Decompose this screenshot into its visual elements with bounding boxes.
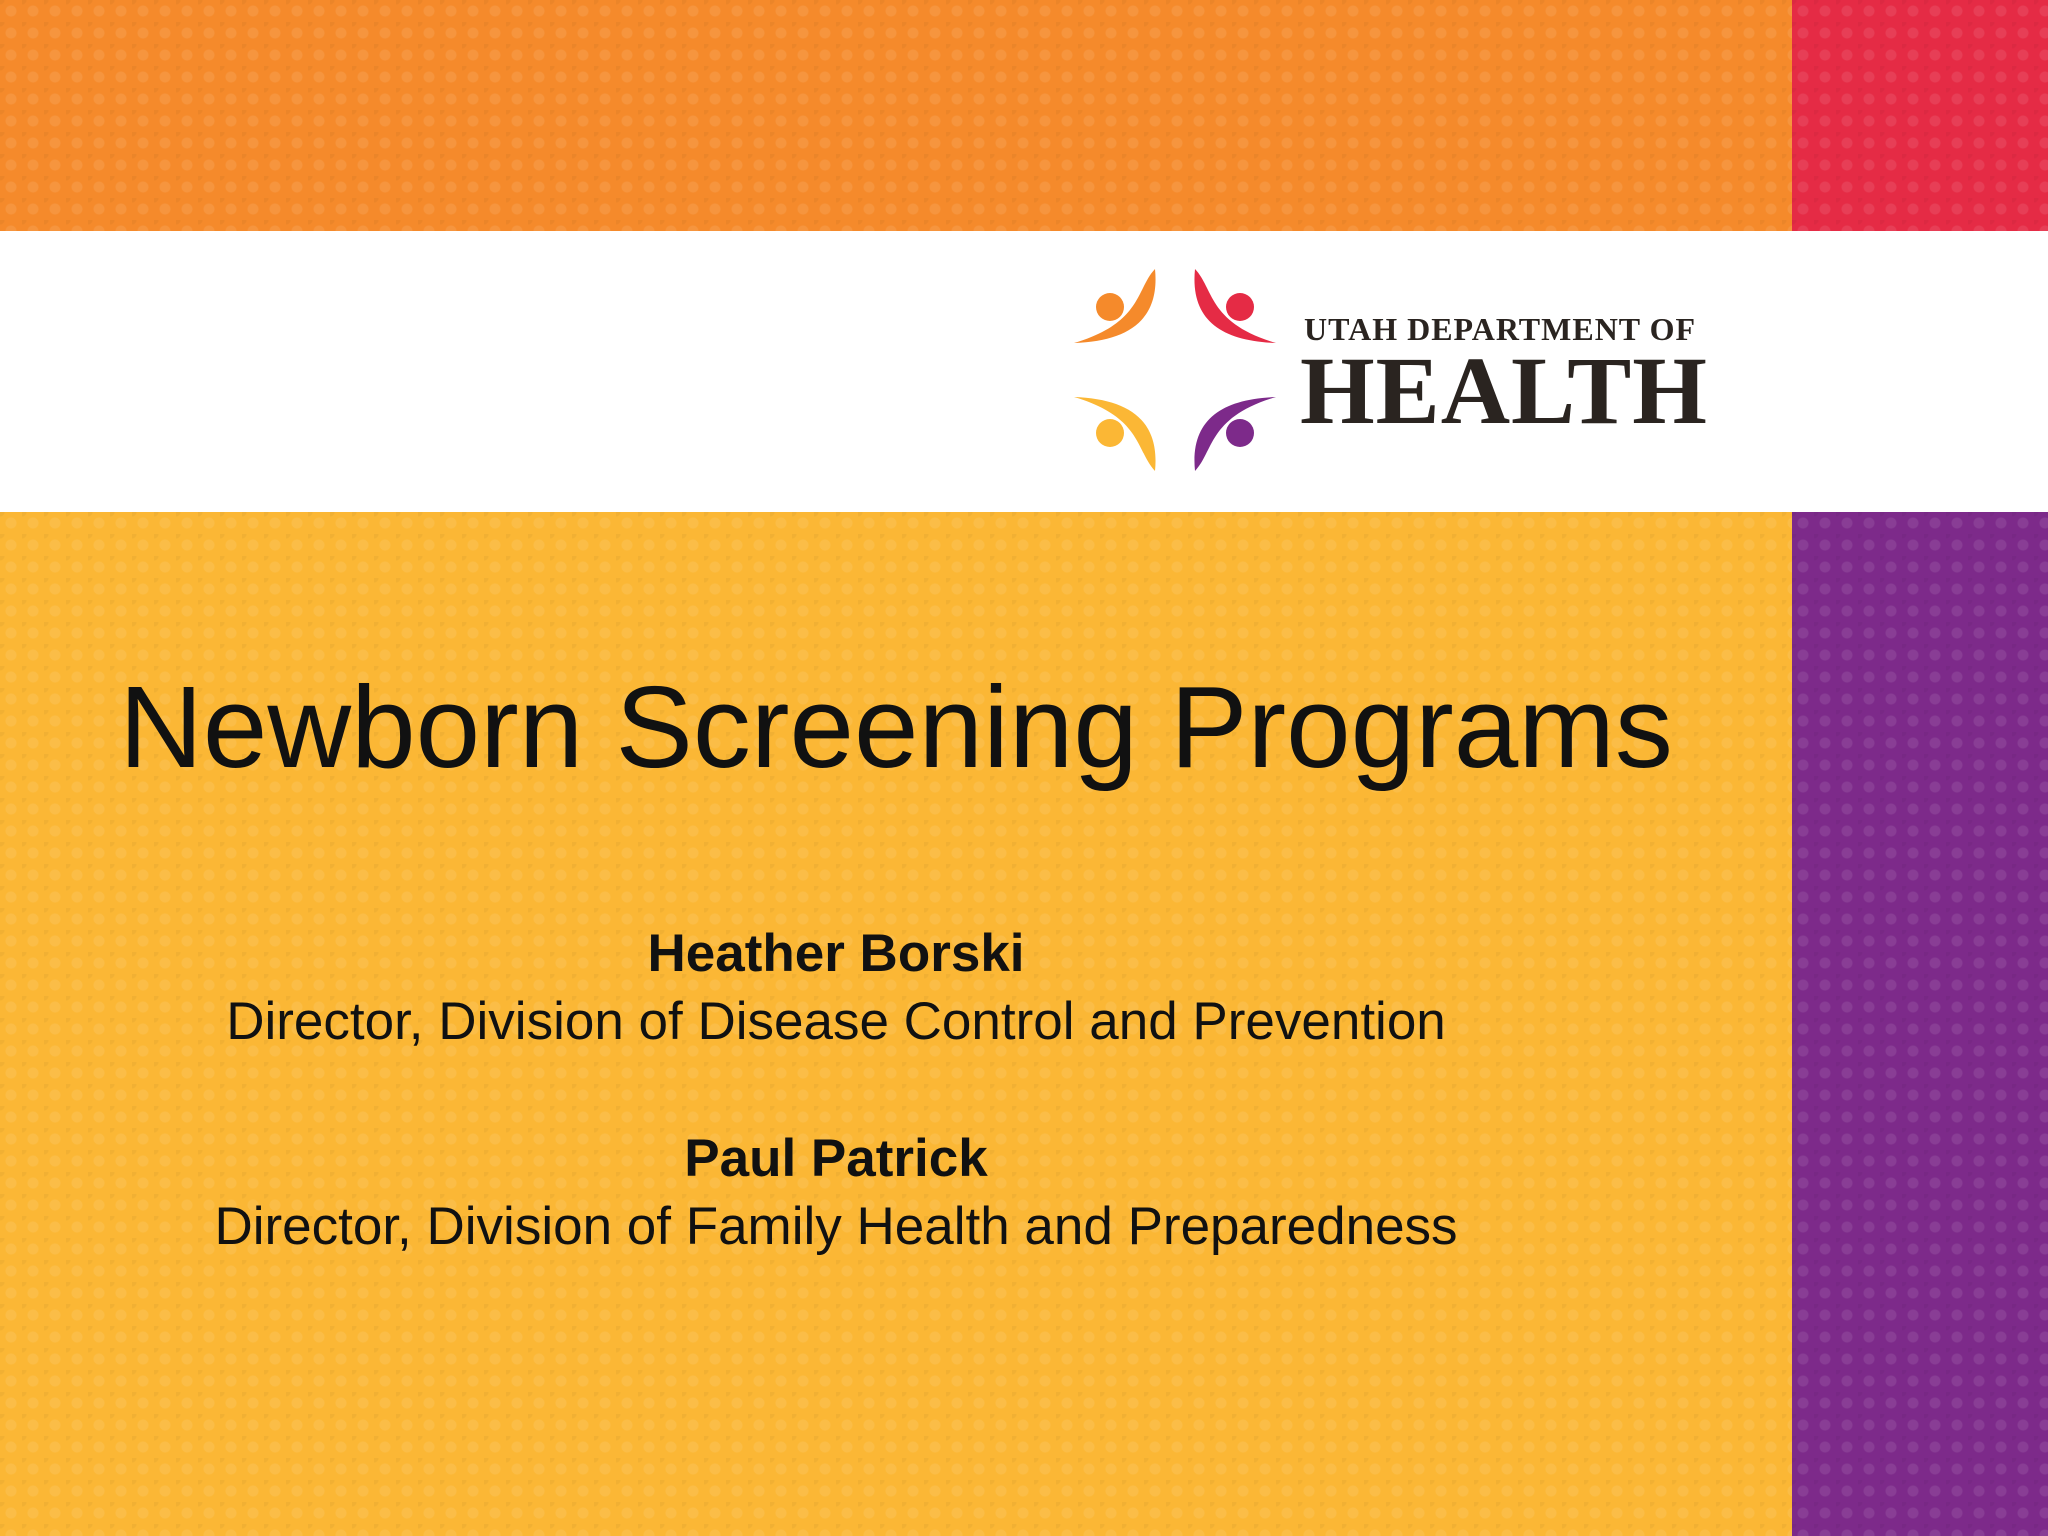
presenter-block [0, 920, 1672, 1056]
utah-department-of-health-logo [1070, 265, 1760, 475]
logo-text-department: UTAH DEPARTMENT OF [1304, 311, 1696, 347]
top-orange-band [0, 0, 1792, 231]
side-purple-band [1792, 512, 2048, 1536]
presenter-name: Heather Borski [647, 924, 1025, 983]
presenter-name: Paul Patrick [684, 1129, 988, 1188]
four-people-logo-icon [1070, 265, 1280, 475]
logo-text-health: HEALTH [1300, 337, 1708, 444]
slide-title: Newborn Screening Programs [119, 662, 1673, 792]
top-red-corner-band [1792, 0, 2048, 231]
presenter-role: Director, Division of Disease Control and Prevention [226, 992, 1446, 1051]
presenter-role: Director, Division of Family Health and Preparedness [214, 1197, 1458, 1256]
presenter-block [0, 1125, 1672, 1261]
